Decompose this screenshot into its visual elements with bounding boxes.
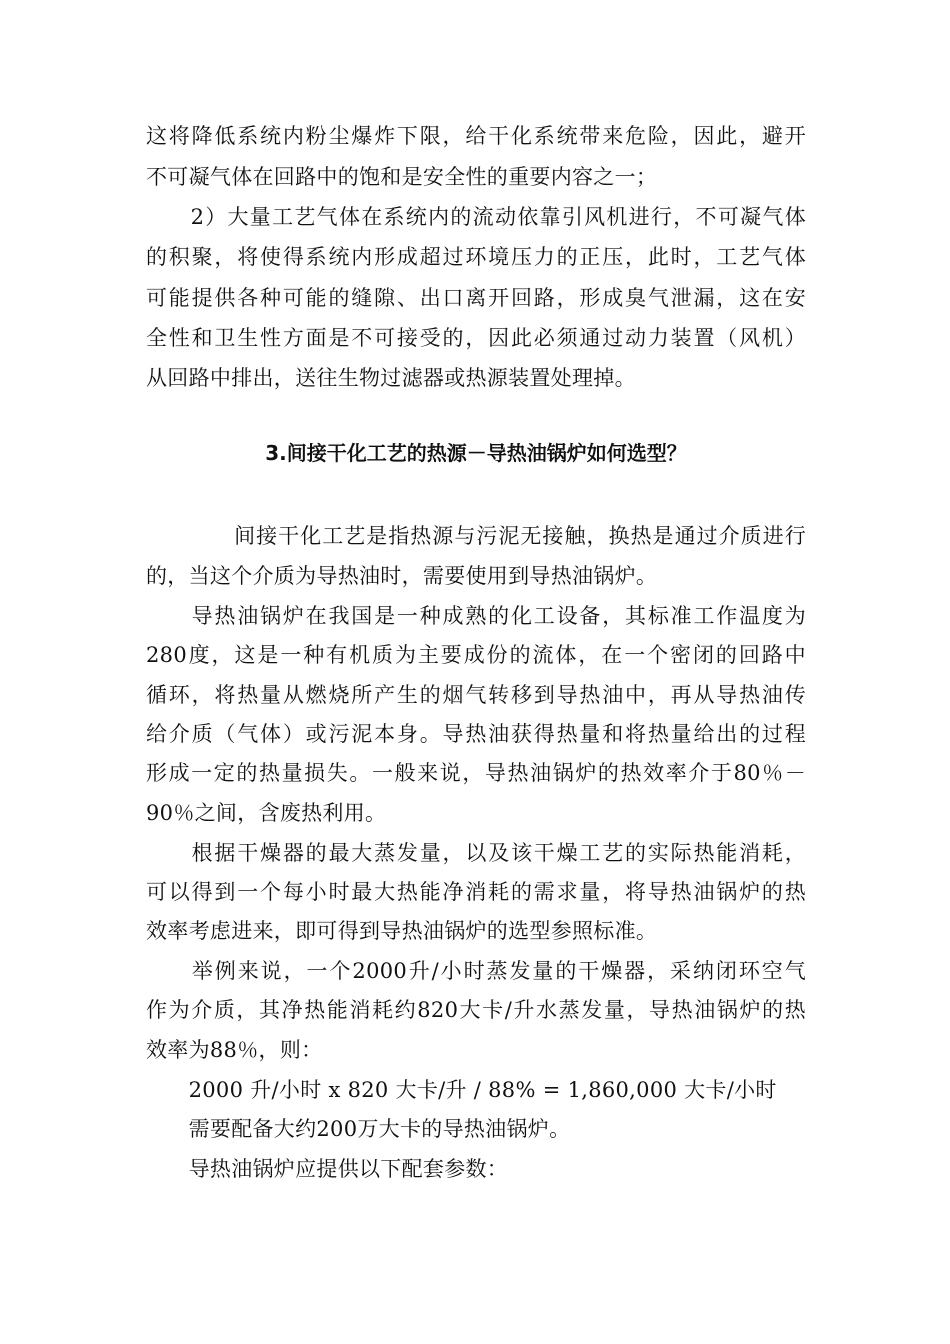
paragraph-line: 280度，这是一种有机质为主要成份的流体，在一个密闭的回路中 bbox=[146, 643, 806, 667]
paragraph-line: 间接干化工艺是指热源与污泥无接触，换热是通过介质进行 bbox=[146, 524, 806, 548]
paragraph-line: 形成一定的热量损失。一般来说，导热油锅炉的热效率介于80％－ bbox=[146, 761, 806, 785]
section-heading: 3.间接干化工艺的热源－导热油锅炉如何选型？ bbox=[265, 441, 687, 465]
paragraph-line: 需要配备大约200万大卡的导热油锅炉。 bbox=[146, 1117, 571, 1141]
formula-line: 2000 升/小时 x 820 大卡/升 / 88% = 1,860,000 大卡/小时 bbox=[146, 1078, 777, 1102]
paragraph-line: 的，当这个介质为导热油时，需要使用到导热油锅炉。 bbox=[146, 564, 658, 588]
paragraph-line: 导热油锅炉应提供以下配套参数： bbox=[146, 1157, 509, 1181]
paragraph-line: 循环，将热量从燃烧所产生的烟气转移到导热油中，再从导热油传 bbox=[146, 683, 806, 707]
paragraph-line: 可以得到一个每小时最大热能净消耗的需求量，将导热油锅炉的热 bbox=[146, 880, 806, 904]
paragraph-line: 可能提供各种可能的缝隙、出口离开回路，形成臭气泄漏，这在安 bbox=[146, 286, 806, 310]
paragraph-line: 给介质（气体）或污泥本身。导热油获得热量和将热量给出的过程 bbox=[146, 722, 806, 746]
paragraph-line: 90％之间，含废热利用。 bbox=[146, 801, 387, 825]
paragraph-line: 的积聚，将使得系统内形成超过环境压力的正压，此时，工艺气体 bbox=[146, 245, 806, 269]
paragraph-line: 全性和卫生性方面是不可接受的，因此必须通过动力装置（风机） bbox=[146, 326, 806, 350]
paragraph-line: 效率为88％，则： bbox=[146, 1038, 323, 1062]
paragraph-line: 根据干燥器的最大蒸发量，以及该干燥工艺的实际热能消耗， bbox=[146, 841, 806, 865]
paragraph-line: 导热油锅炉在我国是一种成熟的化工设备，其标准工作温度为 bbox=[146, 604, 806, 628]
paragraph-line: 效率考虑进来，即可得到导热油锅炉的选型参照标准。 bbox=[146, 919, 658, 943]
paragraph-line: 这将降低系统内粉尘爆炸下限，给干化系统带来危险，因此，避开 bbox=[146, 124, 806, 148]
paragraph-line: 举例来说，一个2000升/小时蒸发量的干燥器，采纳闭环空气 bbox=[146, 959, 806, 983]
paragraph-line: 2）大量工艺气体在系统内的流动依靠引风机进行，不可凝气体 bbox=[146, 205, 806, 229]
paragraph-line: 从回路中排出，送往生物过滤器或热源装置处理掉。 bbox=[146, 366, 636, 390]
paragraph-line: 不可凝气体在回路中的饱和是安全性的重要内容之一； bbox=[146, 165, 658, 189]
paragraph-line: 作为介质，其净热能消耗约820大卡/升水蒸发量，导热油锅炉的热 bbox=[146, 998, 806, 1022]
